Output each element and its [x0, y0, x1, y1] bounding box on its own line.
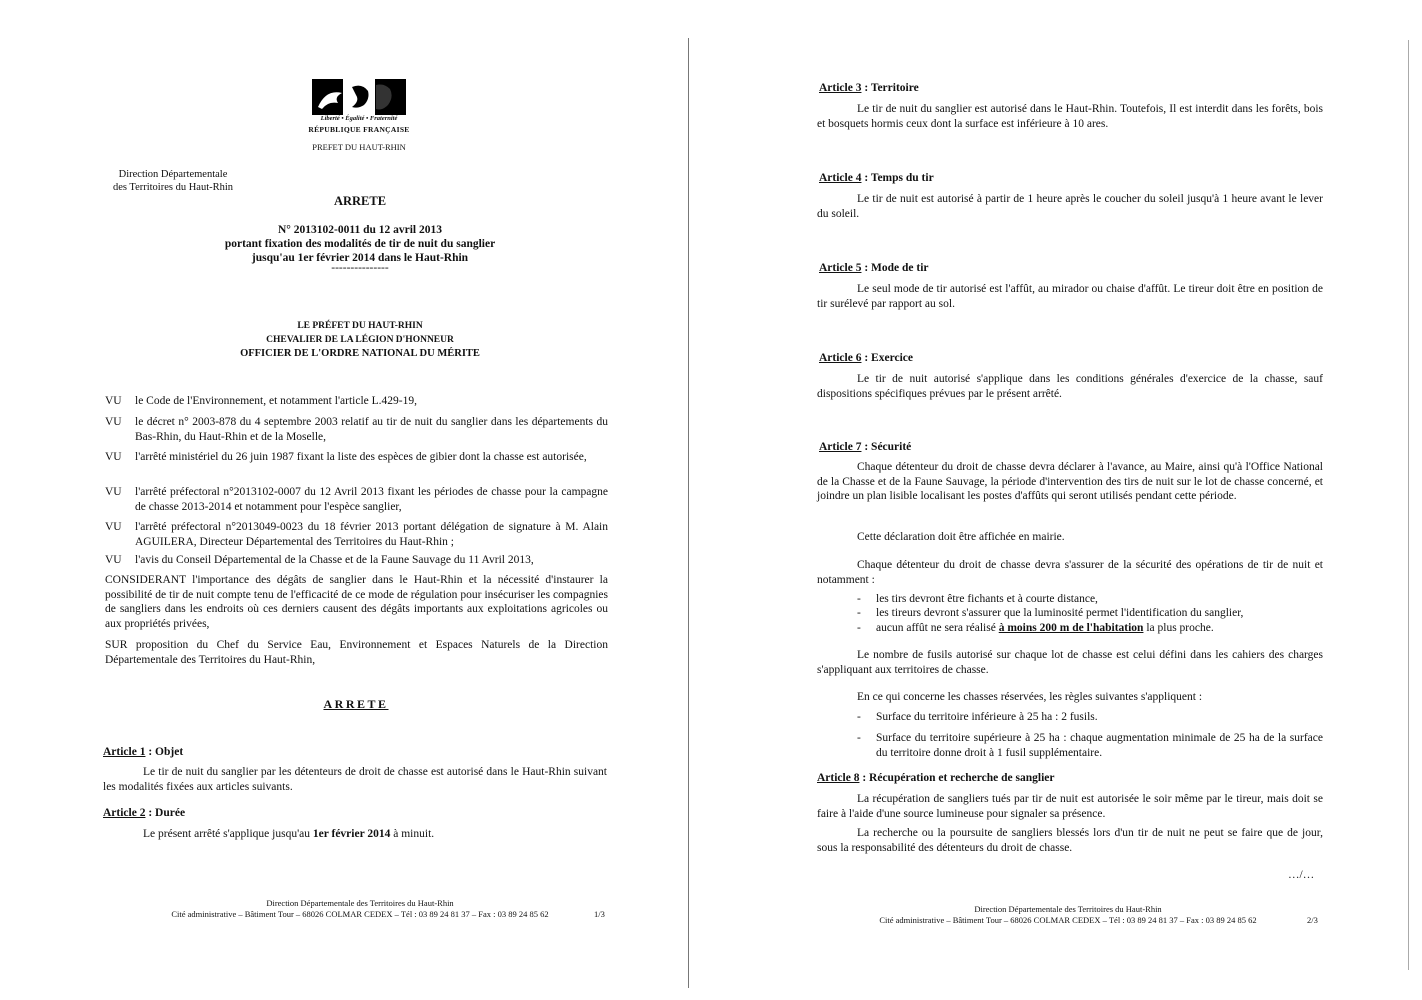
article-8-p1: La récupération de sangliers tués par tir de nuit est autorisée le soir même par le tireur, mais doit se faire à l'aide d'une source lumineuse pour signaler sa présence.: [817, 793, 1323, 820]
article-5-text: Le seul mode de tir autorisé est l'affût, au mirador ou chaise d'affût. Le tireur doit être en position de tir surélevé par rapport au sol.: [817, 283, 1323, 310]
footer-1: Direction Départementale des Territoires du Haut-Rhin Cité administrative – Bâtiment Tour – 68026 COLMAR CEDEX – Tél : 03 89 24 81 37 – Fax : 03 89 24 85 62: [171, 898, 549, 919]
article-3-text: Le tir de nuit du sanglier est autorisé dans le Haut-Rhin. Toutefois, Il est interdit dans les forêts, bois et bosquets hormis ceux dont la surface est inférieure à 10 ares.: [817, 103, 1323, 130]
authority-block: LE PRÉFET DU HAUT-RHIN CHEVALIER DE LA LÉGION D'HONNEUR OFFICIER DE L'ORDRE NATIONAL DU MÉRITE: [240, 321, 480, 359]
republique-francaise: RÉPUBLIQUE FRANÇAISE: [308, 125, 410, 134]
visa-text: l'arrêté préfectoral n°2013102-0007 du 12 Avril 2013 fixant les périodes de chasse pour la campagne de chasse 2013-2014 et notamment pour l'espèce sanglier,: [135, 486, 608, 513]
article-7-p2: Cette déclaration doit être affichée en mairie.: [857, 531, 1065, 543]
article-2-heading: Article 2 : Durée: [103, 807, 186, 819]
continuation-mark: …/…: [1288, 869, 1315, 881]
list-item: aucun affût ne sera réalisé à moins 200 m de l'habitation la plus proche.: [876, 622, 1214, 634]
prefet-label: PREFET DU HAUT-RHIN: [312, 142, 406, 152]
page-divider: [688, 38, 689, 988]
article-7-p5: En ce qui concerne les chasses réservées, les règles suivantes s'appliquent :: [857, 691, 1203, 703]
visa-text: le décret n° 2003-878 du 4 septembre 2003 relatif au tir de nuit du sanglier dans les départements du Bas-Rhin, du Haut-Rhin et de la Moselle,: [135, 416, 608, 443]
footer-2: Direction Départementale des Territoires du Haut-Rhin Cité administrative – Bâtiment Tour – 68026 COLMAR CEDEX – Tél : 03 89 24 81 37 – Fax : 03 89 24 85 62: [879, 904, 1257, 925]
article-8-p2: La recherche ou la poursuite de sangliers blessés lors d'un tir de nuit ne peut se faire que de jour, sous la responsabilité des détenteurs du droit de chasse.: [817, 827, 1323, 854]
sur-proposition: SUR proposition du Chef du Service Eau, Environnement et Espaces Naturels de la Direction Départementale des Territoires du Haut-Rhin,: [105, 639, 608, 666]
motto: Liberté • Égalité • Fraternité: [320, 115, 398, 122]
page-edge: [1408, 40, 1409, 970]
direction-block: Direction Départementale des Territoires du Haut-Rhin: [112, 169, 234, 193]
arrete-heading: ARRETE: [323, 697, 389, 711]
page-title: ARRETE: [333, 194, 387, 208]
article-7-p1: Chaque détenteur du droit de chasse devra déclarer à l'avance, au Maire, ainsi qu'à l'Office National de la Chasse et de la Faune Sauvage, la période d'intervention des tirs de nuit sur le lot de chasse concerné, et joindre un plan lisible localisant les postes d'affûts qui seront utilisés pendant cette période.: [817, 461, 1323, 502]
article-1-text: Le tir de nuit du sanglier par les détenteurs de droit de chasse est autorisé dans le Haut-Rhin suivant les modalités fixées aux articles suivants.: [103, 766, 607, 793]
list-item: Surface du territoire supérieure à 25 ha : chaque augmentation minimale de 25 ha de la surface du territoire donne droit à 1 fusil supplémentaire.: [876, 732, 1323, 759]
article-4-text: Le tir de nuit est autorisé à partir de 1 heure après le coucher du soleil jusqu'à 1 heure avant le lever du soleil.: [817, 193, 1323, 220]
visa-text: l'avis du Conseil Départemental de la Chasse et de la Faune Sauvage du 11 Avril 2013,: [135, 554, 534, 566]
page-number-1: 1/3: [594, 909, 605, 919]
list-item: les tireurs devront s'assurer que la luminosité permet l'identification du sanglier,: [876, 607, 1244, 619]
article-1-heading: Article 1 : Objet: [103, 746, 184, 758]
list-item: les tirs devront être fichants et à courte distance,: [876, 593, 1098, 605]
marianne-logo-icon: [312, 79, 406, 115]
arrete-subtitle: N° 2013102-0011 du 12 avril 2013 portant fixation des modalités de tir de nuit du sanglier jusqu'au 1er février 2014 dans le Haut-Rhin ---------------: [224, 224, 496, 274]
visa-text: l'arrêté ministériel du 26 juin 1987 fixant la liste des espèces de gibier dont la chasse est autorisée,: [135, 451, 587, 463]
article-3-heading: Article 3 : Territoire: [819, 82, 919, 94]
article-2-text: Le présent arrêté s'applique jusqu'au 1er février 2014 à minuit.: [143, 828, 435, 840]
considerant: CONSIDERANT l'importance des dégâts de sanglier dans le Haut-Rhin et la nécessité d'instaurer la possibilité de tir de nuit compte tenu de l'efficacité de ce mode de régulation pour insécuriser les compagnies de sangliers dans les endroits où ces derniers causent des dégâts importants aux exploitations agricoles ou aux propriétés privées,: [105, 574, 608, 630]
article-7-heading: Article 7 : Sécurité: [819, 441, 912, 453]
article-7-p4: Le nombre de fusils autorisé sur chaque lot de chasse est celui défini dans les cahiers des charges s'appliquant aux territoires de chasse.: [817, 649, 1323, 676]
article-8-heading: Article 8 : Récupération et recherche de sanglier: [817, 772, 1055, 784]
page-number-2: 2/3: [1307, 915, 1318, 925]
article-6-heading: Article 6 : Exercice: [819, 352, 913, 364]
article-5-heading: Article 5 : Mode de tir: [819, 262, 929, 274]
visa-text: l'arrêté préfectoral n°2013049-0023 du 18 février 2013 portant délégation de signature à M. Alain AGUILERA, Directeur Départemental des Territoires du Haut-Rhin ;: [135, 521, 608, 548]
list-item: Surface du territoire inférieure à 25 ha : 2 fusils.: [876, 711, 1098, 723]
visa-text: le Code de l'Environnement, et notamment l'article L.429-19,: [135, 395, 417, 407]
article-6-text: Le tir de nuit autorisé s'applique dans les conditions générales d'exercice de la chasse, sauf dispositions spécifiques prévues par le présent arrêté.: [817, 373, 1323, 400]
article-4-heading: Article 4 : Temps du tir: [819, 172, 934, 184]
article-7-p3: Chaque détenteur du droit de chasse devra s'assurer de la sécurité des opérations de tir de nuit et notamment :: [817, 559, 1323, 586]
